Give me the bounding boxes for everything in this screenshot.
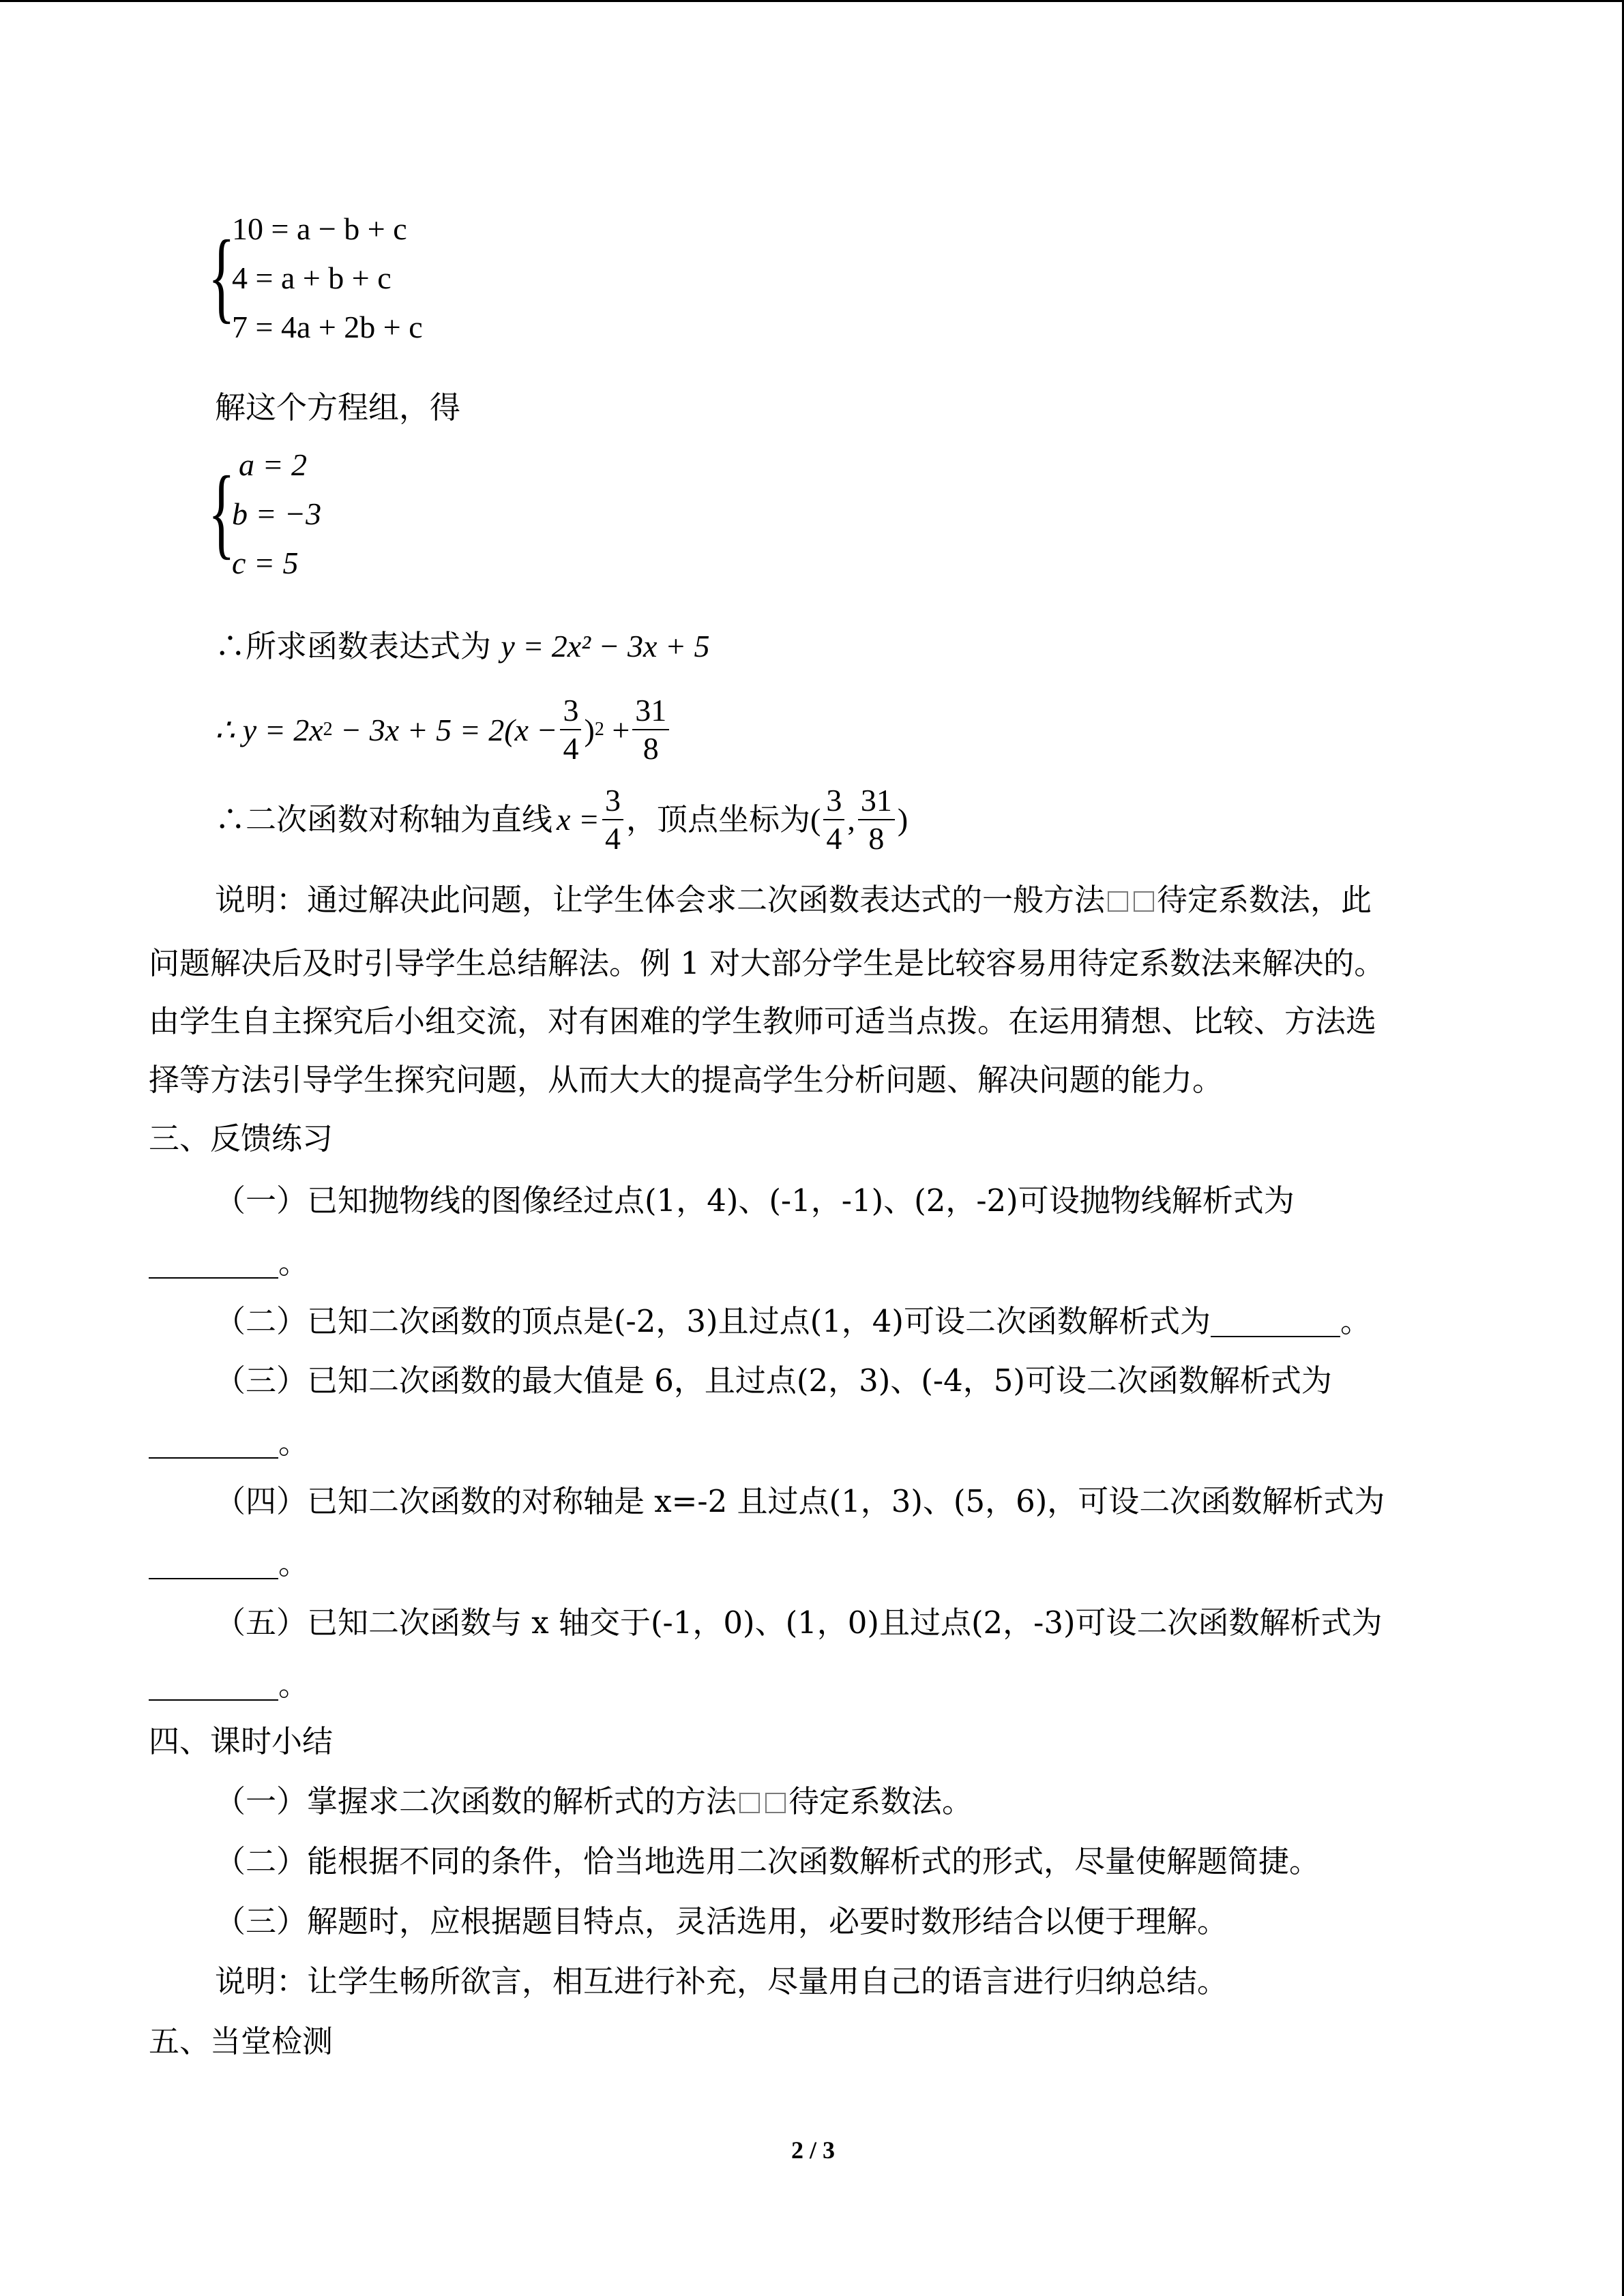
result2-sup2: 2 — [594, 719, 604, 740]
explain1-line1-a: 说明：通过解决此问题，让学生体会求二次函数表达式的一般方法 — [215, 882, 1106, 918]
period: 。 — [278, 1545, 310, 1581]
explain1-line1 — [215, 880, 1372, 921]
section4-note: 说明：让学生畅所欲言，相互进行补充，尽量用自己的语言进行归纳总结。 — [215, 1963, 1228, 1999]
section3-q5: （五）已知二次函数与 x 轴交于(-1，0)、(1，0)且过点(2，-3)可设二次函数解析式为 — [215, 1605, 1383, 1641]
solve-intro: 解这个方程组，得 — [215, 389, 461, 426]
result2-frac1-den: 4 — [563, 731, 579, 766]
page-border-top — [0, 0, 1624, 2]
section4-p1-a: （一）掌握求二次函数的解析式的方法 — [215, 1783, 737, 1819]
section3-q2-text: （二）已知二次函数的顶点是(-2，3)且过点(1，4)可设二次函数解析式为 — [215, 1303, 1211, 1339]
section3-q2 — [215, 1301, 1371, 1342]
explain1-line2: 问题解决后及时引导学生总结解法。例 1 对大部分学生是比较容易用待定系数法来解决的。 — [149, 945, 1385, 981]
result3-frac-num: 3 — [602, 784, 623, 820]
period: 。 — [278, 1667, 310, 1703]
section4-heading: 四、课时小结 — [149, 1723, 334, 1759]
section4-p3: （三）解题时，应根据题目特点，灵活选用，必要时数形结合以便于理解。 — [215, 1903, 1228, 1939]
result3-comma: , — [847, 802, 855, 837]
result3-vfrac1-den: 4 — [826, 821, 842, 856]
result3-close: ) — [897, 802, 909, 837]
section4-p2: （二）能根据不同的条件，恰当地选用二次函数解析式的形式，尽量使解题简捷。 — [215, 1843, 1320, 1879]
result2-frac1 — [560, 694, 581, 766]
result3-text1: ∴二次函数对称轴为直线 — [215, 801, 553, 837]
section3-q3-answer — [149, 1422, 309, 1463]
answer-blank[interactable] — [149, 1548, 278, 1579]
result1-math: y = 2x² − 3x + 5 — [501, 629, 710, 664]
section3-q4: （四）已知二次函数的对称轴是 x=-2 且过点(1，3)、(5，6)，可设二次函数解析式为 — [215, 1483, 1385, 1519]
explain1-line4: 择等方法引导学生探究问题，从而大大的提高学生分析问题、解决问题的能力。 — [149, 1062, 1224, 1098]
result3-vfrac2-den: 8 — [868, 821, 885, 856]
result3-vfrac1-num: 3 — [823, 784, 844, 820]
result2-prefix: ∴ y = 2x — [215, 713, 323, 747]
result2-plus: + — [604, 712, 630, 747]
system1-eq3: 7 = 4a + 2b + c — [232, 310, 423, 344]
section3-q1: （一）已知抛物线的图像经过点(1，4)、(-1，-1)、(2，-2)可设抛物线解析式为 — [215, 1182, 1295, 1219]
result1-text: ∴所求函数表达式为 — [215, 628, 492, 664]
result2-frac2 — [632, 694, 669, 766]
result2-sup: 2 — [323, 719, 333, 740]
result2-frac1-num: 3 — [560, 694, 581, 730]
placeholder-box-icon — [739, 1793, 760, 1813]
section4-p1-b: 待定系数法。 — [788, 1783, 973, 1819]
result3 — [215, 779, 908, 861]
period: 。 — [1340, 1303, 1371, 1339]
result2-mid: − 3x + 5 = 2(x − — [332, 712, 558, 747]
result3-vfrac1 — [823, 784, 844, 856]
system2-eq3: c = 5 — [232, 546, 299, 580]
result2-frac2-den: 8 — [643, 731, 659, 766]
result1 — [215, 626, 710, 667]
explain1-line1-b: 待定系数法，此 — [1157, 882, 1372, 918]
result3-x-eq: x = — [557, 802, 600, 837]
system1-eq2: 4 = a + b + c — [232, 260, 392, 295]
answer-blank[interactable] — [1211, 1306, 1340, 1337]
answer-blank[interactable] — [149, 1669, 278, 1701]
system1-eq1: 10 = a − b + c — [232, 211, 407, 246]
result3-vfrac2-num: 31 — [858, 784, 895, 820]
system2-brace: { — [208, 456, 235, 569]
result3-text2: ，顶点坐标为 — [625, 801, 810, 837]
system2-eq2: b = −3 — [232, 496, 322, 531]
placeholder-box-icon — [1108, 891, 1128, 912]
section3-q5-answer — [149, 1665, 309, 1705]
section3-q1-answer — [149, 1242, 309, 1283]
answer-blank[interactable] — [149, 1427, 278, 1459]
result3-frac-den: 4 — [604, 821, 621, 856]
period: 。 — [278, 1425, 310, 1461]
section3-q3: （三）已知二次函数的最大值是 6，且过点(2，3)、(-4，5)可设二次函数解析式为 — [215, 1362, 1332, 1399]
section3-heading: 三、反馈练习 — [149, 1120, 334, 1157]
result3-frac — [602, 784, 623, 856]
result3-open: ( — [810, 802, 821, 837]
explain1-line3: 由学生自主探究后小组交流，对有困难的学生教师可适当点拨。在运用猜想、比较、方法选 — [149, 1003, 1377, 1039]
result2-after-frac: ) — [584, 712, 595, 747]
section3-q4-answer — [149, 1543, 309, 1584]
placeholder-box-icon — [1134, 891, 1154, 912]
section5-heading: 五、当堂检测 — [149, 2023, 334, 2059]
system1-brace: { — [208, 220, 235, 333]
page-number: 2 / 3 — [791, 2136, 836, 2164]
result3-vfrac2 — [858, 784, 895, 856]
section4-p1 — [215, 1781, 973, 1822]
result2-frac2-num: 31 — [632, 694, 669, 730]
result2 — [215, 689, 672, 771]
system2-eq1: a = 2 — [239, 447, 308, 482]
period: 。 — [278, 1244, 310, 1281]
answer-blank[interactable] — [149, 1247, 278, 1279]
placeholder-box-icon — [765, 1793, 786, 1813]
